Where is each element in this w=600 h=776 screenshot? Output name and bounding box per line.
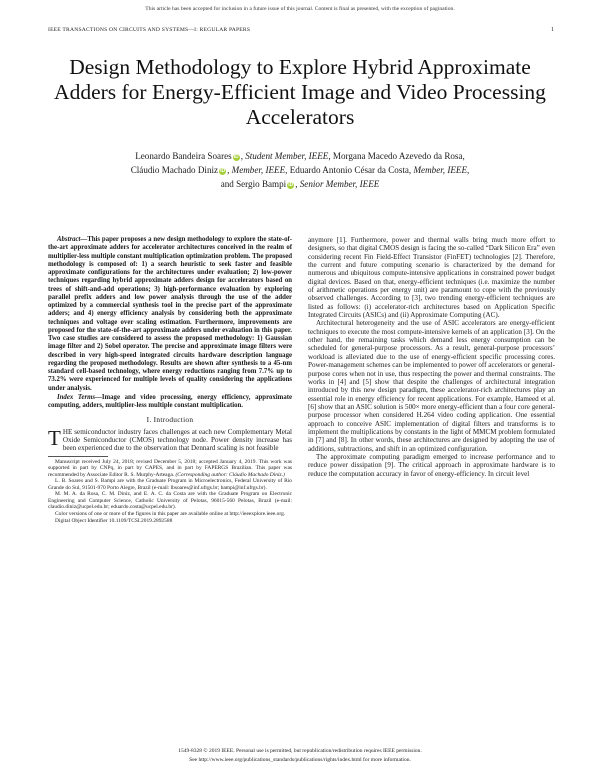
rights-footer: See http://www.ieee.org/publications_standards/publications/rights/index.html for more information. <box>189 757 411 763</box>
left-column <box>48 236 292 524</box>
right-column <box>308 236 555 478</box>
abstract-text: This paper proposes a new design methodology to explore the state-of-the-art approximate adders for accelerator architectures conceived in the realm of multiplier-less multiple constant multiplication optimization problem. The proposed methodology is composed of: 1) a search heuristic to seek faster and feasible approximate configurations for the architectures under evaluation; 2) low-power techniques regarding hybrid approximate adders design for accelerators based on trees of shift-and-add operations; 3) high-performance evaluation by exploring parallel prefix adders and low power analysis through the use of the adder optimized by a commercial synthesis tool in the precise part of the approximate adders; and 4) energy efficiency analysis by considering both the approximate techniques and voltage over scaling estimation. Furthermore, improvements are proposed for the state-of-the-art approximate adders under evaluation in this paper. Two case studies are considered to assess the proposed methodology: 1) Gaussian image filter and 2) Sobel operator. The precise and approximate image filters were described in very high-speed integrated circuits hardware description language regarding the proposed methodology. Results are shown after synthesis to a 45-nm standard cell-based technology, where energy reductions ranging from 7.7% up to 73.2% were experienced for multiple levels of quality considering the applications under analysis. <box>48 236 292 392</box>
author-name: and Sergio Bampi <box>220 179 287 189</box>
author-role: Member, IEEE, <box>413 165 470 175</box>
corresponding-author: (Corresponding author: Cláudio Machado Diniz.) <box>175 471 285 478</box>
author-role: Senior Member, IEEE <box>299 179 380 189</box>
author-name: Cláudio Machado Diniz <box>130 165 219 175</box>
index-terms-label: Index Terms <box>57 393 96 401</box>
intro-paragraph <box>48 425 292 453</box>
abstract-label: Abstract <box>57 236 81 243</box>
abstract: Abstract—This paper proposes a new design methodology to explore the state-of-the-art approximate adders for accelerator architectures conceived in the realm of multiplier-less multiple constant multiplication optimization problem. The proposed methodology is composed of: 1) a search heuristic to seek faster and feasible approximate configurations for the architectures under evaluation; 2) low-power techniques regarding hybrid approximate adders design for accelerators based on trees of shift-and-add operations; 3) high-performance evaluation by exploring parallel prefix adders and low power analysis through the use of the adder optimized by a commercial synthesis tool in the precise part of the approximate adders; and 4) energy efficiency analysis by considering both the approximate techniques and voltage over scaling estimation. Furthermore, improvements are proposed for the state-of-the-art approximate adders under evaluation in this paper. Two case studies are considered to assess the proposed methodology: 1) Gaussian image filter and 2) Sobel operator. The precise and approximate image filters were described in very high-speed integrated circuits hardware description language regarding the proposed methodology. Results are shown after synthesis to a 45-nm standard cell-based technology, where energy reductions ranging from 7.7% up to 73.2% were experienced for multiple levels of quality considering the applications under analysis. <box>48 236 292 392</box>
author-role: Member, IEEE <box>231 165 286 175</box>
orcid-icon[interactable]: iD <box>233 154 239 160</box>
orcid-icon[interactable]: iD <box>220 168 226 174</box>
acceptance-banner: This article has been accepted for inclusion in a future issue of this journal. Content is final as presented, with the exception of pagination. <box>145 6 455 12</box>
section-heading: I. Introduction <box>146 415 194 425</box>
copyright-footer: 1549-8328 © 2019 IEEE. Personal use is permitted, but republication/redistribution requires IEEE permission. <box>178 748 422 754</box>
footnote-manuscript <box>48 459 292 479</box>
intro-text: HE semiconductor industry faces challenges at each new Complementary Metal Oxide Semiconductor (CMOS) technology node. Power density increase has been experienced due to the observation that Dennard scaling is not feasible <box>62 427 292 453</box>
paper-title: Design Methodology to Explore Hybrid Approximate Adders for Energy-Efficient Image and Video Processing Accelerators <box>54 55 546 129</box>
page-number: 1 <box>551 27 554 33</box>
author-name: Eduardo Antonio César da Costa, <box>289 165 412 175</box>
running-head: IEEE TRANSACTIONS ON CIRCUITS AND SYSTEMS—I: REGULAR PAPERS <box>48 27 251 33</box>
author-name: Leonardo Bandeira Soares <box>135 151 232 161</box>
footnote-affiliation-2: M. M. A. da Rosa, C. M. Diniz, and E. A. C. da Costa are with the Graduate Program on Electronic Engineering and Computer Science, Catholic University of Pelotas, 96015-560 Pelotas, Brazil (e-mail: claudio.diniz@ucpel.edu.br; eduardo.costa@ucpel.edu.br). <box>48 491 292 511</box>
footnote-color: Color versions of one or more of the figures in this paper are available online at http://ieeexplore.ieee.org. <box>55 511 286 517</box>
author-name: Morgana Macedo Azevedo da Rosa, <box>332 151 465 161</box>
author-role: Student Member, IEEE <box>245 151 329 161</box>
author-list: Leonardo Bandeira Soares iD , Student Member, IEEE, Morgana Macedo Azevedo da Rosa, Cláudio Machado Diniz iD , Member, IEEE, Eduardo Antonio César da Costa, Member, IEEE, and Sergio Bampi iD , Senior Member, IEEE <box>130 151 470 189</box>
body-paragraph: The approximate computing paradigm emerged to increase performance and to reduce power dissipation [9]. The critical approach in approximate hardware is to reduce the computation accuracy in favor of energy-efficiency. In circuit level <box>308 452 555 478</box>
body-paragraph: anymore [1]. Furthermore, power and thermal walls bring much more effort to designers, so that digital CMOS design is facing the so-called “Dark Silicon Era” even considering recent Fin Field-Effect Transistor (FinFET) technologies [2]. Therefore, the current and future computing scenario is characterized by the demand for numerous and ubiquitous compute-intensive applications in constrained power budget digital devices. Based on that, energy-efficient techniques (i.e. maximize the number of arithmetic operations per energy unit) are paramount to cope with the previously observed challenges. According to [3], two trending energy-efficient techniques are listed as follows: (i) accelerator-rich architectures based on Application Specific Integrated Circuits (ASICs) and (ii) Approximate Computing (AC). <box>308 236 555 320</box>
footnote-affiliation-1: L. B. Soares and S. Bampi are with the Graduate Program in Microelectronics, Federal University of Rio Grande do Sul, 91501-970 Porto Alegre, Brazil (e-mail: lbsoares@inf.ufrgs.br; bampi@inf.ufrgs.br). <box>48 478 292 491</box>
index-terms: Index Terms—Image and video processing, energy efficiency, approximate computing, adders, multiplier-less multiple constant multiplication. <box>48 393 292 409</box>
index-terms-text: Image and video processing, energy efficiency, approximate computing, adders, multiplier-less multiple constant multiplication. <box>48 393 292 409</box>
orcid-icon[interactable]: iD <box>288 182 294 188</box>
body-paragraph: Architectural heterogeneity and the use of ASIC accelerators are energy-efficient techniques to execute the most compute-intensive kernels of an application [3]. On the other hand, the remaining tasks which demand less energy consumption can be scheduled for general-purpose processors. As a result, general-purpose processors’ workload is alleviated due to the use of energy-efficient specific processing cores. Power-management schemes can be implemented to power off accelerators or general-purpose cores when not in use, thus respecting the power and thermal constraints. The works in [4] and [5] show that despite the challenges of architectural integration introduced by this new design paradigm, these accelerator-rich architectures play an essential role in energy efficiency for recent applications. For example, Hameed et al. [6] show that an ASIC solution is 500× more energy-efficient than a four core general-purpose processor when considered H.264 video coding application. One essential approach to conceive ASIC implementation of digital filters and transforms is to implement the multiplications by constants in the light of MMCM problem formulated in [7] and [8]. In other words, these architectures are designed by adopting the use of additions, subtractions, and shift in an optimized configuration. <box>308 319 555 453</box>
drop-cap: T <box>48 425 61 450</box>
footnote-text: Manuscript received July 24, 2018; revised December 5, 2018; accepted January 4, 2019. This work was supported in part by CNPq, in part by CAPES, and in part by FAPERGS Brazilian. This paper was recommended by Associate Editor R. S. Murphy-Arteaga. <box>48 458 292 478</box>
footnote-doi: Digital Object Identifier 10.1109/TCSI.2019.2892588 <box>55 517 173 524</box>
footnote-divider <box>48 456 108 457</box>
